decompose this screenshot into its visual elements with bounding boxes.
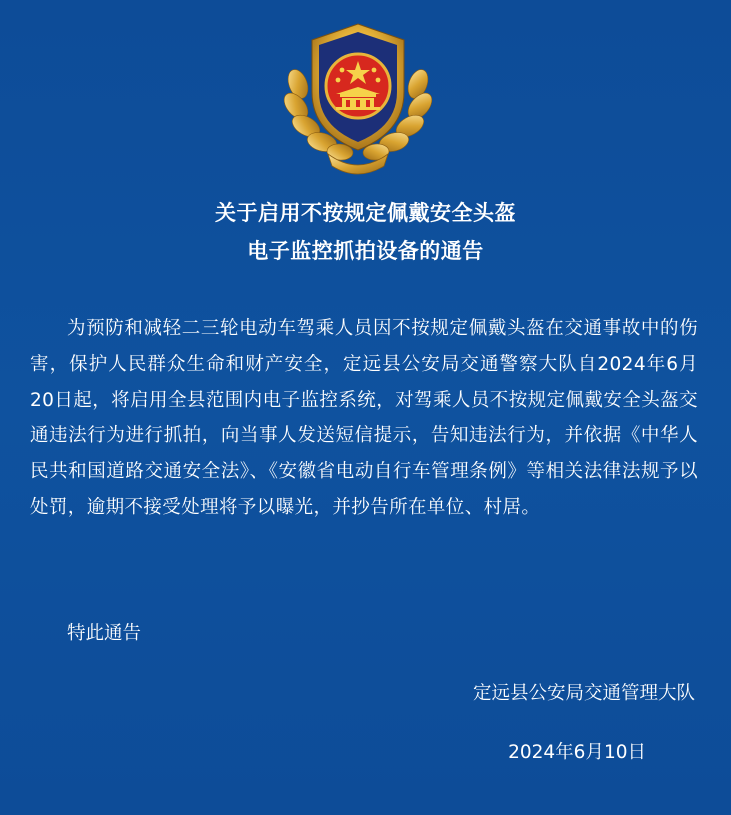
notice-body: 为预防和减轻二三轮电动车驾乘人员因不按规定佩戴头盔在交通事故中的伤害，保护人民群众生命和财产安全，定远县公安局交通警察大队自2024年6月20日起，将启用全县范围内电子监控系统，对驾乘人员不按规定佩戴安全头盔交通违法行为进行抓拍，向当事人发送短信提示，告知违法行为，并依据《中华人民共和国道路交通安全法》、《安徽省电动自行车管理条例》等相关法律法规予以处罚，逾期不接受处理将予以曝光，并抄告所在单位、村居。 <box>30 318 698 518</box>
notice-closing: 特此通告 <box>67 623 142 644</box>
notice-date: 2024年6月10日 <box>508 742 646 763</box>
notice-title-line1: 关于启用不按规定佩戴安全头盔 <box>215 201 516 225</box>
police-emblem-icon <box>276 14 440 178</box>
notice-title-line2: 电子监控抓拍设备的通告 <box>247 239 484 263</box>
notice-signature: 定远县公安局交通管理大队 <box>472 683 695 704</box>
